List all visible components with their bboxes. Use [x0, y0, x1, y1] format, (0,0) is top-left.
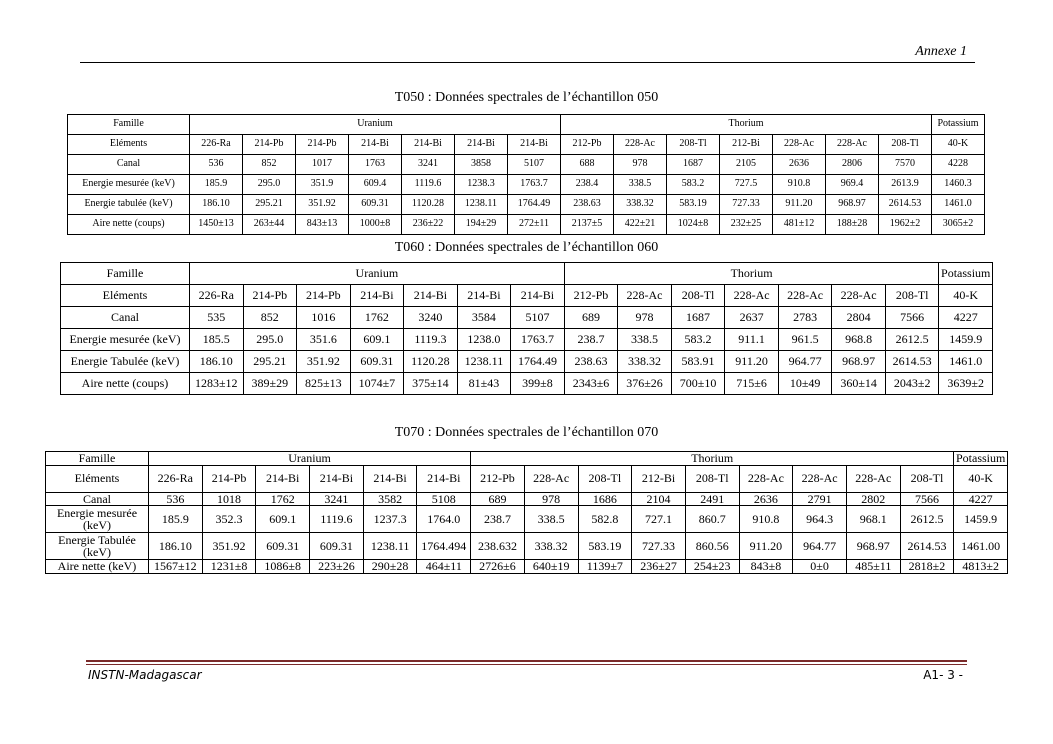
table-cell: 399±8 [511, 373, 565, 395]
table-cell: 1024±8 [667, 215, 720, 235]
table-cell: 1139±7 [578, 560, 632, 574]
table-cell: 185.9 [149, 506, 203, 533]
table-cell: 238.632 [471, 533, 525, 560]
table-row [61, 285, 993, 307]
table-cell: 295.21 [243, 195, 296, 215]
table-cell: 583.19 [667, 195, 720, 215]
table-row [46, 506, 1008, 533]
table-cell: 464±11 [417, 560, 471, 574]
table-cell: 1459.9 [939, 329, 993, 351]
table-cell: 3858 [455, 155, 508, 175]
table-cell: 1763.7 [508, 175, 561, 195]
table-cell: 228-Ac [826, 135, 879, 155]
table-cell: 583.91 [671, 351, 725, 373]
table-cell: 1238.11 [457, 351, 511, 373]
table-cell: 1764.0 [417, 506, 471, 533]
table-cell: 1017 [296, 155, 349, 175]
table-row [68, 175, 985, 195]
table-cell: 3582 [363, 492, 417, 506]
table-cell: 228-Ac [524, 465, 578, 492]
table-cell: 852 [243, 155, 296, 175]
table-row [68, 135, 985, 155]
footer-rule [86, 660, 967, 662]
table-cell: 228-Ac [793, 465, 847, 492]
table-cell: 910.8 [739, 506, 793, 533]
table-cell: 3065±2 [932, 215, 985, 235]
row-label: Aire nette (keV) [46, 560, 149, 574]
row-label: Energie Tabulée (keV) [46, 533, 149, 560]
table-cell: 208-Tl [900, 465, 954, 492]
table-cell: 1686 [578, 492, 632, 506]
table-cell: 978 [524, 492, 578, 506]
table-cell: 1237.3 [363, 506, 417, 533]
table-cell: 208-Tl [879, 135, 932, 155]
row-label: Energie tabulée (keV) [68, 195, 190, 215]
table-cell: 978 [618, 307, 672, 329]
table-cell: 4813±2 [954, 560, 1008, 574]
table-cell: 212-Bi [632, 465, 686, 492]
table-cell: 727.33 [720, 195, 773, 215]
table-cell: 272±11 [508, 215, 561, 235]
table-cell: 609.31 [310, 533, 364, 560]
table-cell: 1016 [297, 307, 351, 329]
t050-caption: T050 : Données spectrales de l’échantillon 050 [394, 90, 659, 105]
family-potassium: Potassium [954, 452, 1008, 466]
table-cell: 214-Bi [511, 285, 565, 307]
table-cell: 4227 [939, 307, 993, 329]
table-cell: 3241 [310, 492, 364, 506]
table-cell: 214-Bi [417, 465, 471, 492]
table-cell: 911.1 [725, 329, 779, 351]
table-row [68, 155, 985, 175]
table-row [61, 351, 993, 373]
table-cell: 1283±12 [190, 373, 244, 395]
table-cell: 2804 [832, 307, 886, 329]
table-cell: 7570 [879, 155, 932, 175]
family-thorium: Thorium [564, 263, 939, 285]
table-row [61, 329, 993, 351]
table-cell: 2818±2 [900, 560, 954, 574]
table-cell: 295.0 [243, 329, 297, 351]
table-cell: 214-Bi [256, 465, 310, 492]
table-cell: 238.7 [564, 329, 618, 351]
table-cell: 1450±13 [190, 215, 243, 235]
table-cell: 194±29 [455, 215, 508, 235]
family-uranium: Uranium [190, 263, 565, 285]
table-cell: 214-Bi [508, 135, 561, 155]
table-cell: 7566 [900, 492, 954, 506]
table-cell: 254±23 [685, 560, 739, 574]
table-cell: 843±13 [296, 215, 349, 235]
table-cell: 338.5 [524, 506, 578, 533]
t070-caption: T070 : Données spectrales de l’échantillon 070 [394, 425, 659, 440]
table-cell: 1120.28 [402, 195, 455, 215]
table-cell: 609.1 [256, 506, 310, 533]
table-cell: 843±8 [739, 560, 793, 574]
table-cell: 860.56 [685, 533, 739, 560]
table-cell: 2726±6 [471, 560, 525, 574]
table-cell: 223±26 [310, 560, 364, 574]
table-cell: 389±29 [243, 373, 297, 395]
annex-header: Annexe 1 [915, 44, 967, 59]
table-cell: 2612.5 [900, 506, 954, 533]
family-label: Famille [68, 115, 190, 135]
table-cell: 352.3 [202, 506, 256, 533]
table-cell: 1763 [349, 155, 402, 175]
table-cell: 338.5 [618, 329, 672, 351]
table-cell: 214-Bi [349, 135, 402, 155]
table-cell: 2614.53 [885, 351, 939, 373]
table-cell: 1238.11 [363, 533, 417, 560]
table-cell: 2343±6 [564, 373, 618, 395]
table-cell: 208-Tl [671, 285, 725, 307]
table-cell: 214-Pb [296, 135, 349, 155]
table-cell: 208-Tl [685, 465, 739, 492]
table-cell: 214-Pb [243, 135, 296, 155]
table-cell: 1687 [671, 307, 725, 329]
table-cell: 2104 [632, 492, 686, 506]
table-cell: 338.32 [614, 195, 667, 215]
table-cell: 1461.0 [939, 351, 993, 373]
t070-family-row [46, 452, 1008, 466]
table-cell: 226-Ra [190, 135, 243, 155]
table-cell: 911.20 [773, 195, 826, 215]
table-cell: 4227 [954, 492, 1008, 506]
table-cell: 351.9 [296, 175, 349, 195]
table-cell: 214-Pb [243, 285, 297, 307]
table-cell: 968.97 [832, 351, 886, 373]
table-cell: 825±13 [297, 373, 351, 395]
row-label: Aire nette (coups) [68, 215, 190, 235]
table-cell: 1120.28 [404, 351, 458, 373]
table-cell: 1687 [667, 155, 720, 175]
table-cell: 185.9 [190, 175, 243, 195]
table-cell: 911.20 [725, 351, 779, 373]
family-potassium: Potassium [932, 115, 985, 135]
table-cell: 1119.6 [310, 506, 364, 533]
table-cell: 1074±7 [350, 373, 404, 395]
table-cell: 228-Ac [832, 285, 886, 307]
table-cell: 727.33 [632, 533, 686, 560]
table-cell: 2613.9 [879, 175, 932, 195]
table-cell: 3639±2 [939, 373, 993, 395]
footer-page: A1- 3 - [923, 668, 963, 682]
table-cell: 186.10 [190, 351, 244, 373]
table-cell: 212-Pb [564, 285, 618, 307]
table-t050 [67, 114, 985, 235]
table-cell: 1119.6 [402, 175, 455, 195]
table-cell: 1763.7 [511, 329, 565, 351]
table-cell: 263±44 [243, 215, 296, 235]
table-cell: 40-K [954, 465, 1008, 492]
table-cell: 238.63 [561, 195, 614, 215]
table-cell: 3241 [402, 155, 455, 175]
table-cell: 376±26 [618, 373, 672, 395]
table-cell: 609.1 [350, 329, 404, 351]
table-cell: 1459.9 [954, 506, 1008, 533]
table-cell: 351.92 [297, 351, 351, 373]
row-label: Energie mesurée (keV) [61, 329, 190, 351]
row-label: Energie Tabulée (keV) [61, 351, 190, 373]
table-cell: 2636 [773, 155, 826, 175]
table-cell: 351.6 [297, 329, 351, 351]
table-cell: 583.19 [578, 533, 632, 560]
table-cell: 5107 [508, 155, 561, 175]
table-cell: 1764.494 [417, 533, 471, 560]
table-cell: 1461.00 [954, 533, 1008, 560]
header-rule [80, 62, 975, 63]
table-row [46, 560, 1008, 574]
family-potassium: Potassium [939, 263, 993, 285]
table-cell: 40-K [939, 285, 993, 307]
table-cell: 640±19 [524, 560, 578, 574]
table-cell: 727.5 [720, 175, 773, 195]
table-cell: 422±21 [614, 215, 667, 235]
table-cell: 236±22 [402, 215, 455, 235]
family-thorium: Thorium [561, 115, 932, 135]
table-row [46, 492, 1008, 506]
table-cell: 351.92 [296, 195, 349, 215]
table-cell: 1764.49 [511, 351, 565, 373]
table-cell: 338.32 [618, 351, 672, 373]
table-cell: 911.20 [739, 533, 793, 560]
table-cell: 2802 [846, 492, 900, 506]
table-t070 [45, 451, 1008, 574]
row-label: Canal [68, 155, 190, 175]
table-cell: 689 [471, 492, 525, 506]
table-cell: 2491 [685, 492, 739, 506]
table-cell: 2636 [739, 492, 793, 506]
table-cell: 964.77 [793, 533, 847, 560]
table-cell: 968.97 [826, 195, 879, 215]
table-cell: 228-Ac [846, 465, 900, 492]
table-cell: 338.32 [524, 533, 578, 560]
table-cell: 360±14 [832, 373, 886, 395]
table-cell: 860.7 [685, 506, 739, 533]
table-cell: 2612.5 [885, 329, 939, 351]
table-cell: 81±43 [457, 373, 511, 395]
table-cell: 583.2 [667, 175, 720, 195]
table-cell: 0±0 [793, 560, 847, 574]
table-cell: 214-Bi [363, 465, 417, 492]
table-cell: 351.92 [202, 533, 256, 560]
table-cell: 238.4 [561, 175, 614, 195]
table-cell: 295.21 [243, 351, 297, 373]
table-cell: 688 [561, 155, 614, 175]
table-cell: 1238.11 [455, 195, 508, 215]
table-cell: 214-Bi [350, 285, 404, 307]
table-cell: 212-Pb [561, 135, 614, 155]
table-cell: 5108 [417, 492, 471, 506]
table-cell: 1231±8 [202, 560, 256, 574]
table-cell: 3240 [404, 307, 458, 329]
table-cell: 214-Bi [457, 285, 511, 307]
table-cell: 689 [564, 307, 618, 329]
table-cell: 226-Ra [149, 465, 203, 492]
table-cell: 1086±8 [256, 560, 310, 574]
table-row [61, 373, 993, 395]
table-cell: 1460.3 [932, 175, 985, 195]
family-label: Famille [61, 263, 190, 285]
table-cell: 2791 [793, 492, 847, 506]
table-cell: 2043±2 [885, 373, 939, 395]
table-cell: 961.5 [778, 329, 832, 351]
table-cell: 1238.0 [457, 329, 511, 351]
t060-family-row [61, 263, 993, 285]
table-cell: 964.3 [793, 506, 847, 533]
table-cell: 214-Pb [297, 285, 351, 307]
table-cell: 715±6 [725, 373, 779, 395]
family-uranium: Uranium [149, 452, 471, 466]
table-cell: 228-Ac [739, 465, 793, 492]
table-cell: 609.31 [256, 533, 310, 560]
table-cell: 5107 [511, 307, 565, 329]
table-cell: 609.4 [349, 175, 402, 195]
table-cell: 1567±12 [149, 560, 203, 574]
table-cell: 186.10 [190, 195, 243, 215]
table-row [61, 307, 993, 329]
table-cell: 212-Pb [471, 465, 525, 492]
row-label: Energie mesurée (keV) [68, 175, 190, 195]
table-cell: 228-Ac [773, 135, 826, 155]
table-cell: 290±28 [363, 560, 417, 574]
table-cell: 238.7 [471, 506, 525, 533]
table-cell: 208-Tl [667, 135, 720, 155]
table-t060 [60, 262, 993, 395]
table-cell: 2614.53 [879, 195, 932, 215]
table-cell: 536 [149, 492, 203, 506]
table-cell: 10±49 [778, 373, 832, 395]
table-cell: 4228 [932, 155, 985, 175]
table-row [68, 215, 985, 235]
row-label: Aire nette (coups) [61, 373, 190, 395]
t050-family-row [68, 115, 985, 135]
t060-caption: T060 : Données spectrales de l’échantillon 060 [394, 240, 659, 255]
table-cell: 338.5 [614, 175, 667, 195]
table-cell: 188±28 [826, 215, 879, 235]
table-row [68, 195, 985, 215]
table-cell: 1018 [202, 492, 256, 506]
table-row [46, 465, 1008, 492]
footer-rule-thin [86, 664, 967, 665]
table-cell: 536 [190, 155, 243, 175]
table-cell: 2783 [778, 307, 832, 329]
table-cell: 214-Bi [310, 465, 364, 492]
table-cell: 582.8 [578, 506, 632, 533]
table-cell: 232±25 [720, 215, 773, 235]
table-cell: 2806 [826, 155, 879, 175]
table-cell: 1962±2 [879, 215, 932, 235]
row-label: Eléments [61, 285, 190, 307]
table-cell: 2614.53 [900, 533, 954, 560]
table-cell: 583.2 [671, 329, 725, 351]
table-cell: 2105 [720, 155, 773, 175]
table-cell: 40-K [932, 135, 985, 155]
table-cell: 1119.3 [404, 329, 458, 351]
table-cell: 968.1 [846, 506, 900, 533]
table-cell: 1762 [256, 492, 310, 506]
table-cell: 228-Ac [614, 135, 667, 155]
table-cell: 214-Pb [202, 465, 256, 492]
table-cell: 3584 [457, 307, 511, 329]
table-cell: 228-Ac [725, 285, 779, 307]
table-cell: 212-Bi [720, 135, 773, 155]
table-cell: 481±12 [773, 215, 826, 235]
table-cell: 236±27 [632, 560, 686, 574]
row-label: Canal [61, 307, 190, 329]
table-cell: 964.77 [778, 351, 832, 373]
footer-org: INSTN-Madagascar [88, 668, 202, 682]
table-cell: 2137±5 [561, 215, 614, 235]
table-cell: 535 [190, 307, 244, 329]
table-cell: 969.4 [826, 175, 879, 195]
table-cell: 609.31 [350, 351, 404, 373]
table-cell: 1461.0 [932, 195, 985, 215]
row-label: Canal [46, 492, 149, 506]
table-cell: 228-Ac [618, 285, 672, 307]
table-cell: 185.5 [190, 329, 244, 351]
table-cell: 910.8 [773, 175, 826, 195]
family-thorium: Thorium [471, 452, 954, 466]
table-cell: 214-Bi [402, 135, 455, 155]
table-cell: 186.10 [149, 533, 203, 560]
table-cell: 214-Bi [404, 285, 458, 307]
table-cell: 968.97 [846, 533, 900, 560]
table-cell: 968.8 [832, 329, 886, 351]
table-cell: 1238.3 [455, 175, 508, 195]
table-cell: 214-Bi [455, 135, 508, 155]
family-uranium: Uranium [190, 115, 561, 135]
table-cell: 852 [243, 307, 297, 329]
row-label: Energie mesurée (keV) [46, 506, 149, 533]
row-label: Eléments [46, 465, 149, 492]
table-cell: 295.0 [243, 175, 296, 195]
table-cell: 226-Ra [190, 285, 244, 307]
family-label: Famille [46, 452, 149, 466]
table-cell: 238.63 [564, 351, 618, 373]
table-cell: 609.31 [349, 195, 402, 215]
table-cell: 228-Ac [778, 285, 832, 307]
table-cell: 375±14 [404, 373, 458, 395]
table-cell: 1762 [350, 307, 404, 329]
row-label: Eléments [68, 135, 190, 155]
table-cell: 700±10 [671, 373, 725, 395]
table-cell: 1000±8 [349, 215, 402, 235]
table-cell: 7566 [885, 307, 939, 329]
table-cell: 978 [614, 155, 667, 175]
table-cell: 2637 [725, 307, 779, 329]
table-cell: 727.1 [632, 506, 686, 533]
table-cell: 1764.49 [508, 195, 561, 215]
table-cell: 208-Tl [578, 465, 632, 492]
table-cell: 208-Tl [885, 285, 939, 307]
table-cell: 485±11 [846, 560, 900, 574]
table-row [46, 533, 1008, 560]
